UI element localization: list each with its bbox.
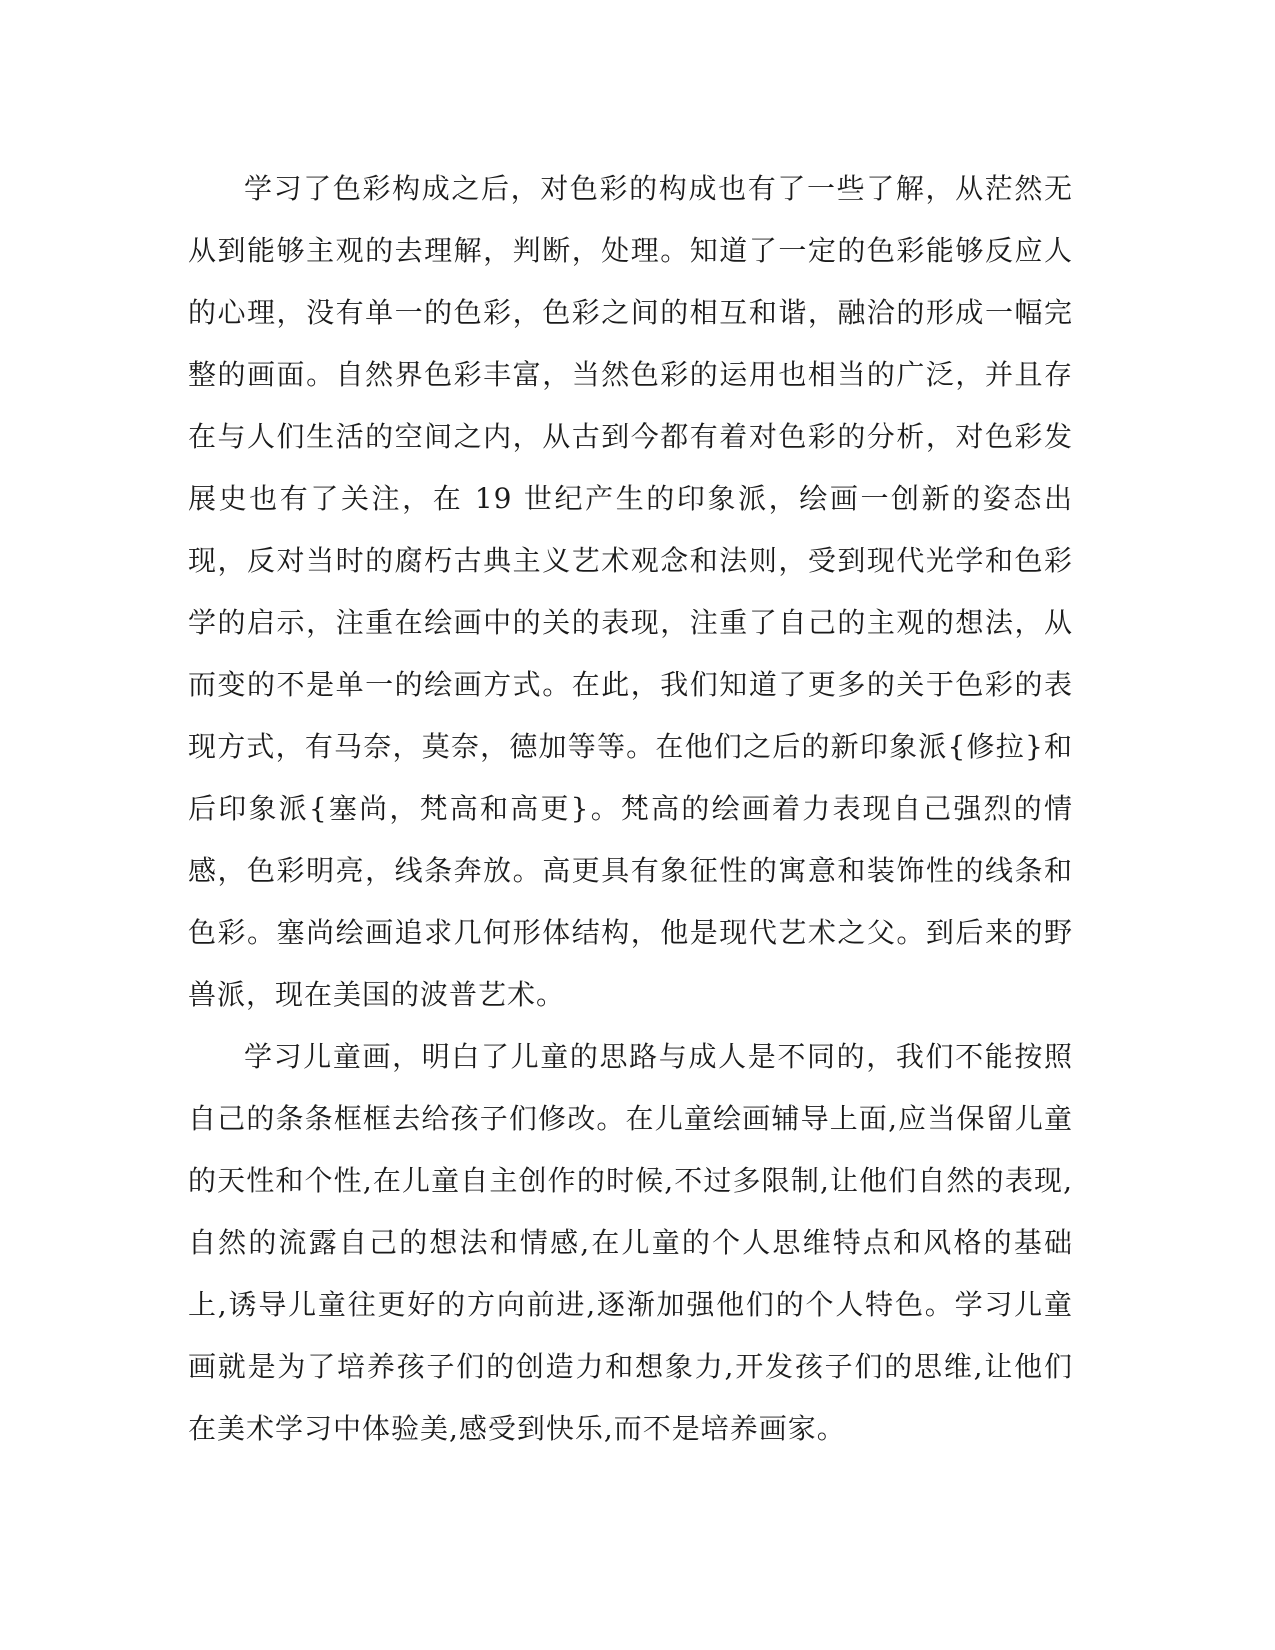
paragraph-children-drawing: 学习儿童画，明白了儿童的思路与成人是不同的，我们不能按照自己的条条框框去给孩子们修改。在儿童绘画辅导上面,应当保留儿童的天性和个性,在儿童自主创作的时候,不过多限制,让他们自然的表现,自然的流露自己的想法和情感,在儿童的个人思维特点和风格的基础上,诱导儿童往更好的方向前进,逐渐加强他们的个人特色。学习儿童画就是为了培养孩子们的创造力和想象力,开发孩子们的思维,让他们在美术学习中体验美,感受到快乐,而不是培养画家。: [188, 1040, 1073, 1445]
paragraph-color-composition: 学习了色彩构成之后，对色彩的构成也有了一些了解，从茫然无从到能够主观的去理解，判断，处理。知道了一定的色彩能够反应人的心理，没有单一的色彩，色彩之间的相互和谐，融洽的形成一幅完整的画面。自然界色彩丰富，当然色彩的运用也相当的广泛，并且存在与人们生活的空间之内，从古到今都有着对色彩的分析，对色彩发展史也有了关注，在 19 世纪产生的印象派，绘画一创新的姿态出现，反对当时的腐朽古典主义艺术观念和法则，受到现代光学和色彩学的启示，注重在绘画中的关的表现，注重了自己的主观的想法，从而变的不是单一的绘画方式。在此，我们知道了更多的关于色彩的表现方式，有马奈，莫奈，德加等等。在他们之后的新印象派{修拉}和后印象派{塞尚，梵高和高更}。梵高的绘画着力表现自己强烈的情感，色彩明亮，线条奔放。高更具有象征性的寓意和装饰性的线条和色彩。塞尚绘画追求几何形体结构，他是现代艺术之父。到后来的野兽派，现在美国的波普艺术。: [188, 172, 1073, 1011]
document-body: [188, 158, 1073, 1460]
